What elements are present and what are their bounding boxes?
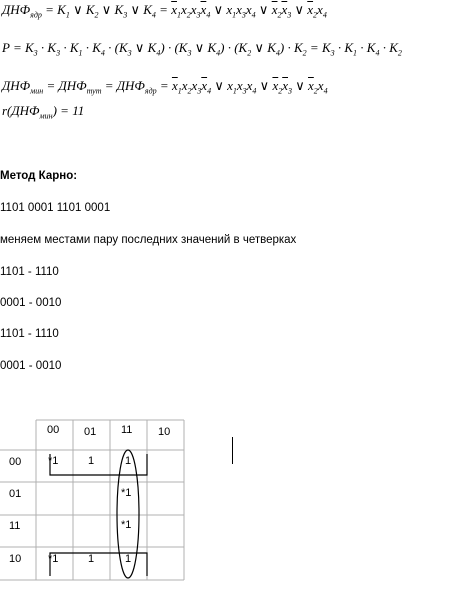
formula-dnf-min: $ДНФ_{мин} = ДНФ_{тут} = ДНФ_{ядр} = \overline{x}_1x_2x_3\overline{x}_4$ ∨ $x_1x_3x_4$ ∨ $\overline{x}_2\overline{x}_3$ ∨ $\overline{x}_2x_4$	[2, 78, 328, 96]
kmap-cell: 1	[88, 553, 95, 565]
swap-line-4: 0001 - 0010	[0, 360, 62, 372]
swap-line-2: 0001 - 0010	[0, 297, 62, 309]
swap-line-1: 1101 - 1110	[0, 266, 59, 278]
text-cursor	[232, 437, 233, 464]
kmap-cell: *1	[121, 487, 132, 499]
kmap-col-header: 00	[47, 424, 60, 436]
kmap-cell: 1	[88, 455, 95, 467]
kmap-cell: 1	[125, 455, 132, 467]
instruction-line: меняем местами пару последних значений в четверках	[0, 234, 297, 246]
formula-rank: $r(ДНФ_{мин}) = 11$	[2, 103, 85, 121]
formula-dnf-core: $ДНФ_{ядр} = K_1$ ∨ $K_2$ ∨ $K_3$ ∨ $K_4 = \overline{x}_1x_2x_3\overline{x}_4$ ∨ $x_1x_3x_4$ ∨ $\overline{x}_2\overline{x}_3$ ∨ $\overline{x}_2x_4$	[2, 2, 327, 20]
karnaugh-map	[0, 410, 200, 590]
kmap-cell: *1	[48, 455, 59, 467]
kmap-cell: 1	[125, 553, 132, 565]
kmap-row-header: 01	[9, 488, 22, 500]
group-top-contour	[50, 454, 147, 475]
kmap-row-header: 10	[9, 553, 22, 565]
kmap-cell: *1	[121, 519, 132, 531]
kmap-col-header: 11	[121, 424, 133, 436]
kmap-col-header: 10	[158, 426, 171, 438]
kmap-groupings	[50, 450, 147, 578]
kmap-col-header: 01	[84, 426, 97, 438]
section-heading: Метод Карно:	[0, 170, 78, 182]
swap-line-3: 1101 - 1110	[0, 328, 59, 340]
formula-petrick: $P = K_3 \cdot K_3 \cdot K_1 \cdot K_4 \cdot (K_3$ ∨ $K_4) \cdot (K_3$ ∨ $K_4) \cdot (K_2$ ∨ $K_4) \cdot K_2 = K_3 \cdot K_1 \cdot K_4 \cdot K_2$	[2, 40, 402, 58]
kmap-cell: *1	[48, 553, 59, 565]
kmap-row-header: 11	[9, 520, 21, 532]
sequence-line: 1101 0001 1101 0001	[0, 202, 111, 214]
kmap-row-header: 00	[9, 456, 22, 468]
